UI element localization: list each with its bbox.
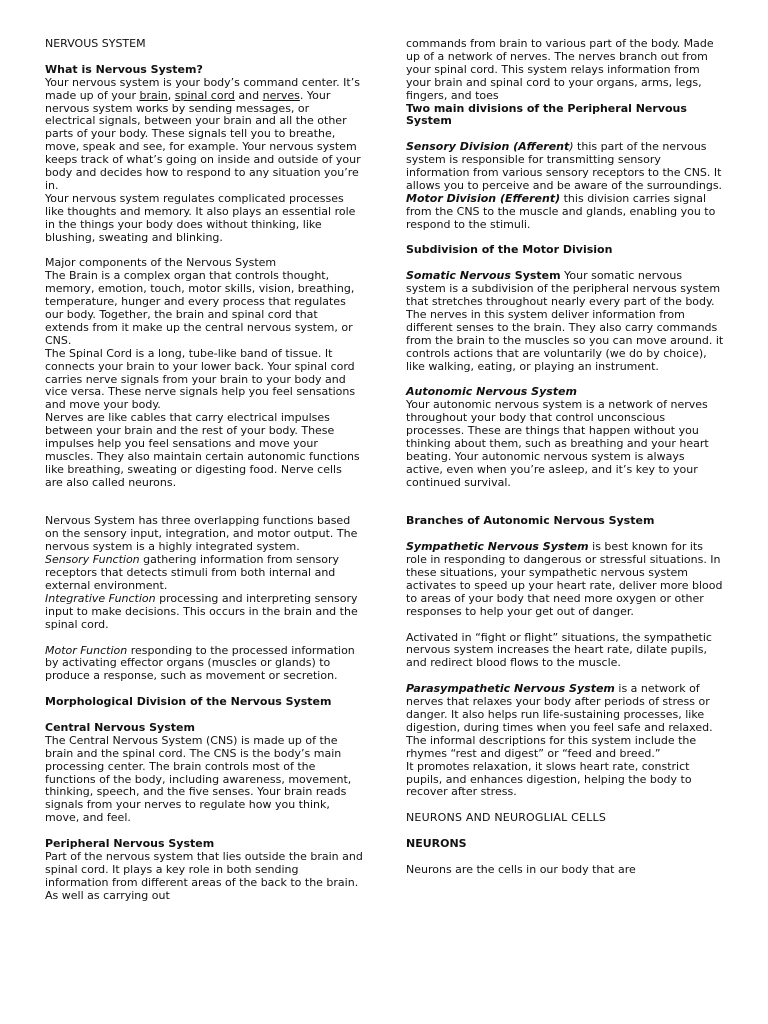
neurons-heading: NEURONS — [406, 837, 467, 851]
functions-intro-paragraph: Nervous System has three overlapping functions based on the sensory input, integration, and motor output. The nervous system is a highly integrated system. — [45, 514, 358, 554]
nerves-link[interactable]: nerves — [262, 88, 300, 102]
spinal-cord-link[interactable]: spinal cord — [174, 88, 235, 102]
cns-heading: Central Nervous System — [45, 720, 195, 734]
brain-link[interactable]: brain — [139, 88, 168, 102]
parasympathetic-paragraph-2: It promotes relaxation, it slows heart rate, constrict pupils, and enhances digestion, helping the body to recover after stress. — [406, 759, 692, 799]
pns-continued-paragraph: commands from brain to various part of the body. Made up of a network of nerves. The nerves branch out from your spinal cord. This system relays information from your brain and spinal cord to your organs, arms, legs, fingers, and toes — [406, 37, 714, 102]
subdivision-heading: Subdivision of the Motor Division — [406, 243, 613, 257]
motor-division-paragraph: Motor Division (Efferent) this division carries signal from the CNS to the muscle and glands, enabling you to respond to the stimuli. — [406, 191, 716, 231]
two-divisions-heading: Two main divisions of the Peripheral Nervous System — [406, 101, 687, 128]
branches-heading: Branches of Autonomic Nervous System — [406, 514, 655, 528]
autonomic-paragraph: Your autonomic nervous system is a network of nerves throughout your body that control unconscious processes. These are things that happen without you thinking about them, such as breathing and your heart beating. Your autonomic nervous system is always active, even when you’re asleep, and it’s key to your continued survival. — [406, 398, 709, 489]
left-column — [45, 38, 363, 903]
sympathetic-paragraph: Sympathetic Nervous System is best known for its role in responding to dangerous or stressful situations. In these situations, your sympathetic nervous system activates to speed up your heart rate, deliver more blood to areas of your body that need more oxygen or other responses to help your get out of danger. — [406, 540, 723, 618]
parasympathetic-label: Parasympathetic Nervous System — [406, 682, 615, 696]
fight-or-flight-paragraph: Activated in “fight or flight” situations, the sympathetic nervous system increases the heart rate, dilate pupils, and redirect blood flows to the muscle. — [406, 630, 712, 670]
motor-function-label: Motor Function — [45, 643, 128, 657]
integrative-function-label: Integrative Function — [45, 591, 156, 605]
sensory-division-label: Sensory Division (Afferent — [406, 140, 570, 154]
somatic-label: Somatic Nervous — [406, 269, 511, 283]
intro-paragraph: Your nervous system is your body’s command center. It’s made up of your brain, spinal cord and nerves. Your nervous system works by sending messages, or electrical signals, between your brain and all the other parts of your body. These signals tell you to breathe, move, speak and see, for example. Your nervous system keeps track of what’s going on inside and outside of your body and decides how to respond to any situation you’re in. — [45, 75, 361, 192]
neurons-neuroglial-heading: NEURONS AND NEUROGLIAL CELLS — [406, 811, 607, 825]
autonomic-heading: Autonomic Nervous System — [406, 385, 577, 399]
right-column — [406, 38, 724, 877]
spinal-cord-paragraph: The Spinal Cord is a long, tube-like band of tissue. It connects your brain to your lower back. Your spinal cord carries nerve signals from your brain to your body and vice versa. These nerve signals help you feel sensations and move your body. — [45, 346, 356, 412]
somatic-paragraph: Somatic Nervous System Your somatic nervous system is a subdivision of the peripheral nervous system that stretches throughout nearly every part of the body. The nerves in this system deliver information from different senses to the brain. They also carry commands from the brain to the muscles so you can move around. it controls actions that are voluntarily (we do by choice), like walking, eating, or playing an instrument. — [406, 269, 724, 373]
document-title: NERVOUS SYSTEM — [45, 37, 146, 50]
cns-paragraph: The Central Nervous System (CNS) is made up of the brain and the spinal cord. The CNS is the body’s main processing center. The brain controls most of the functions of the body, including awareness, movement, thinking, speech, and the five senses. Your brain reads signals from your nerves to regulate how you think, move, and feel. — [45, 733, 352, 825]
sensory-function-paragraph: Sensory Function gathering information from sensory receptors that detects stimuli from both internal and external environment. — [45, 553, 339, 593]
motor-function-paragraph: Motor Function responding to the processed information by activating effector organs (muscles or glands) to produce a response, such as movement or secretion. — [45, 643, 355, 683]
brain-paragraph: The Brain is a complex organ that controls thought, memory, emotion, touch, motor skills, vision, breathing, temperature, hunger and every process that regulates our body. Together, the brain and spinal cord that extends from it make up the central nervous system, or CNS. — [45, 269, 355, 347]
regulates-paragraph: Your nervous system regulates complicated processes like thoughts and memory. It also plays an essential role in the things your body does without thinking, like blushing, sweating and blinking. — [45, 191, 356, 244]
sensory-function-label: Sensory Function — [45, 553, 140, 567]
pns-paragraph: Part of the nervous system that lies outside the brain and spinal cord. It plays a key role in both sending information from different areas of the back to the brain. As well as carrying out — [45, 849, 363, 902]
neurons-paragraph: Neurons are the cells in our body that are — [406, 862, 636, 876]
sympathetic-label: Sympathetic Nervous System — [406, 540, 589, 554]
parasympathetic-paragraph: Parasympathetic Nervous System is a network of nerves that relaxes your body after periods of stress or danger. It also helps run life-sustaining processes, like digestion, during times when you feel safe and relaxed. The informal descriptions for this system include the rhymes “rest and digest” or “feed and breed.” — [406, 682, 713, 760]
pns-heading: Peripheral Nervous System — [45, 837, 215, 851]
nerves-paragraph: Nerves are like cables that carry electrical impulses between your brain and the rest of your body. These impulses help you feel sensations and move your muscles. They also maintain certain autonomic functions like breathing, sweating or digesting food. Nerve cells are also called neurons. — [45, 411, 360, 489]
sensory-division-paragraph: Sensory Division (Afferent) this part of the nervous system is responsible for transmitting sensory information from various sensory receptors to the CNS. It allows you to perceive and be aware of the surroundings. — [406, 140, 723, 192]
integrative-function-paragraph: Integrative Function processing and interpreting sensory input to make decisions. This occurs in the brain and the spinal cord. — [45, 591, 358, 631]
motor-division-label: Motor Division (Efferent) — [406, 191, 561, 205]
what-is-heading: What is Nervous System? — [45, 62, 203, 76]
morphological-heading: Morphological Division of the Nervous System — [45, 695, 332, 709]
components-heading: Major components of the Nervous System — [45, 256, 277, 270]
